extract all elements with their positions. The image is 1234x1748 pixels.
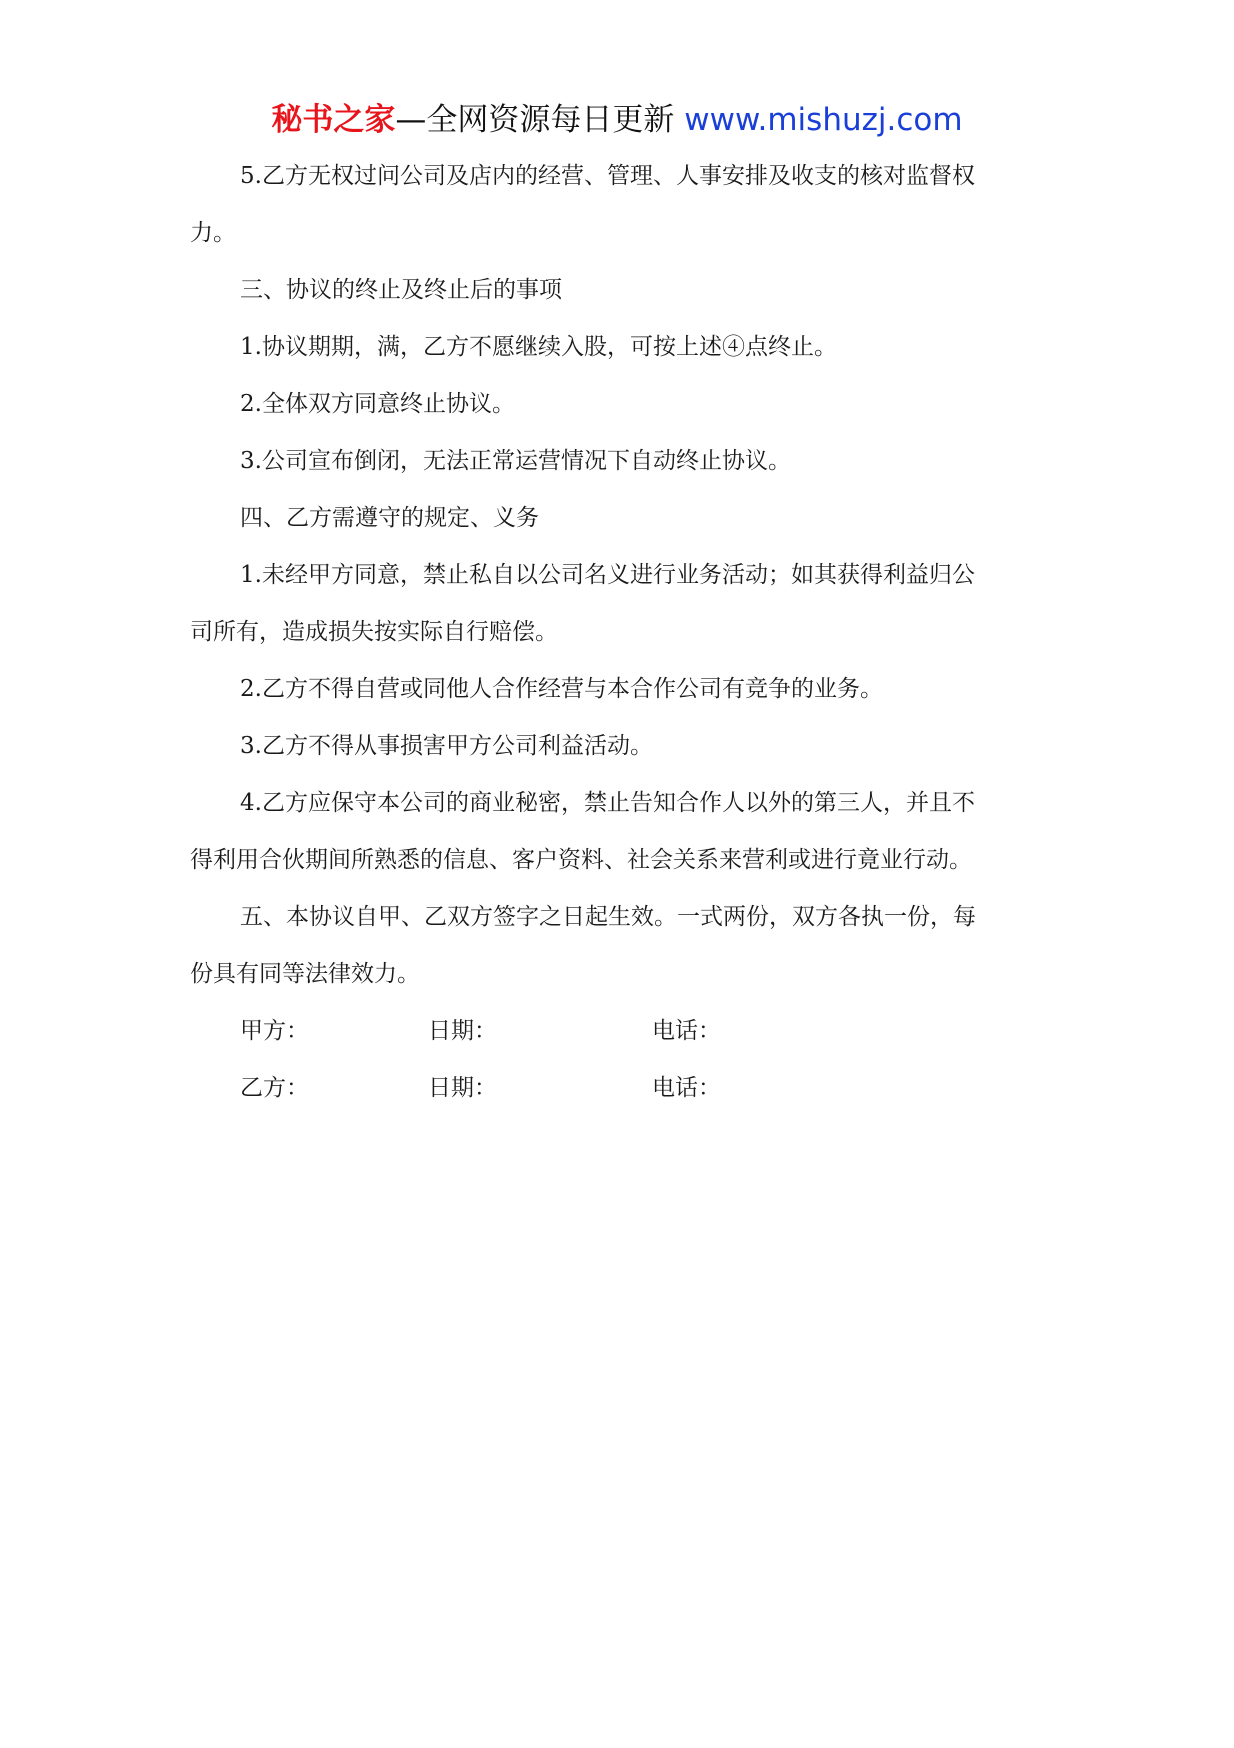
section-4-item-2: 2.乙方不得自营或同他人合作经营与本合作公司有竞争的业务。 xyxy=(240,676,883,702)
header-slogan: —全网资源每日更新 xyxy=(395,102,685,138)
section-3-item-3: 3.公司宣布倒闭，无法正常运营情况下自动终止协议。 xyxy=(240,448,791,474)
section-4-item-4-line-2: 得利用合伙期间所熟悉的信息、客户资料、社会关系来营利或进行竟业行动。 xyxy=(190,847,972,873)
site-header xyxy=(0,100,1234,140)
party-a-date-label: 日期： xyxy=(428,1018,497,1044)
party-a-phone-label: 电话： xyxy=(652,1018,721,1044)
header-url[interactable]: www.mishuzj.com xyxy=(684,102,963,138)
section-3-item-2: 2.全体双方同意终止协议。 xyxy=(240,391,515,417)
section-5-line-2: 份具有同等法律效力。 xyxy=(190,961,420,987)
party-b-label: 乙方： xyxy=(240,1075,309,1101)
section-3-heading: 三、协议的终止及终止后的事项 xyxy=(240,277,562,303)
signature-row-party-a xyxy=(190,1003,1050,1060)
party-a-label: 甲方： xyxy=(240,1018,309,1044)
section-4-item-1-line-2: 司所有，造成损失按实际自行赔偿。 xyxy=(190,619,558,645)
header-brand: 秘书之家 xyxy=(271,102,396,138)
section-5-line-1: 五、本协议自甲、乙双方签字之日起生效。一式两份，双方各执一份，每 xyxy=(240,904,976,930)
section-3-item-1: 1.协议期期，满，乙方不愿继续入股，可按上述④点终止。 xyxy=(240,334,837,360)
document-body xyxy=(190,148,1050,1117)
signature-row-party-b xyxy=(190,1060,1050,1117)
party-b-phone-label: 电话： xyxy=(652,1075,721,1101)
party-b-date-label: 日期： xyxy=(428,1075,497,1101)
section-4-item-4-line-1: 4.乙方应保守本公司的商业秘密，禁止告知合作人以外的第三人，并且不 xyxy=(240,790,975,816)
section-4-item-1-line-1: 1.未经甲方同意，禁止私自以公司名义进行业务活动；如其获得利益归公 xyxy=(240,562,975,588)
clause-5-line-2: 力。 xyxy=(190,220,236,246)
section-4-heading: 四、乙方需遵守的规定、义务 xyxy=(240,505,539,531)
section-4-item-3: 3.乙方不得从事损害甲方公司利益活动。 xyxy=(240,733,653,759)
clause-5-line-1: 5.乙方无权过问公司及店内的经营、管理、人事安排及收支的核对监督权 xyxy=(240,163,975,189)
